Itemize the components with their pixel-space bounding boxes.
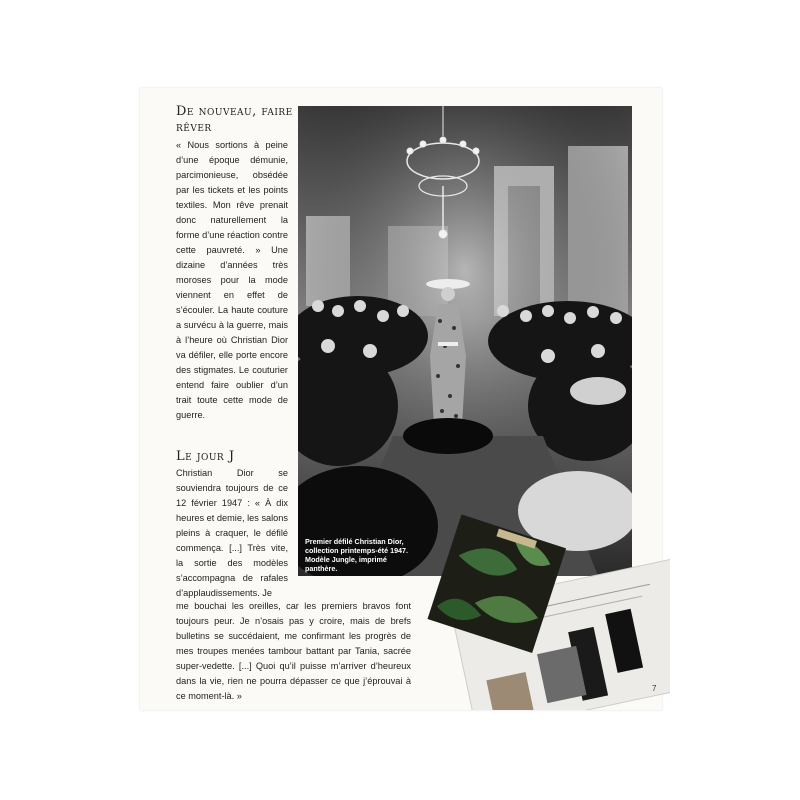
section2-text-continued: me bouchai les oreilles, car les premiers bravos font toujours peur. Je n’osais pas y croire, mais de brefs bulletins se succédaient, me confirmant les progrès de mes troupes menées tambour battant par Tania, sacrée super-vedette. [...] Quoi qu’il puisse m’arriver d’heureux dans la vie, rien ne pourra dépasser ce que j’éprouvai à ce moment-là. » bbox=[176, 601, 411, 701]
fabric-swatches bbox=[420, 510, 670, 710]
caption-line-2: collection printemps-été 1947. bbox=[305, 546, 409, 555]
caption-line-1: Premier défilé Christian Dior, bbox=[305, 537, 404, 546]
fabric-swatches-illustration bbox=[420, 510, 670, 710]
section2-title: Le jour J bbox=[176, 449, 235, 464]
runway-photo-illustration bbox=[298, 106, 632, 576]
section1-text: « Nous sortions à peine d’une époque démunie, parcimonieuse, obsédée par les tickets et les points textiles. Mon rêve prenait donc naturellement la forme d’une réaction contre cette pauvreté. » Une dizaine d’années très moroses pour la mode viennent en effet de s’écouler. La haute couture a survécu à la guerre, mais à l’heure où Christian Dior va défiler, elle porte encore des stigmates. Le couturier entend faire oublier d’un trait toute cette mode de guerre. bbox=[176, 140, 288, 420]
page-number: 7 bbox=[652, 684, 657, 693]
caption-line-3: Modèle Jungle, imprimé panthère. bbox=[305, 555, 387, 573]
runway-photo bbox=[298, 106, 632, 576]
photo-caption bbox=[305, 537, 415, 573]
section1-title: De nouveau, faire rêver bbox=[176, 104, 293, 135]
section2-text: Christian Dior se souviendra toujours de ce 12 février 1947 : « À dix heures et demie, les salons pleins à craquer, le défilé commença. [...] Très vite, la sortie des modèles s’accompagna de rafales d’applaudissements. Je bbox=[176, 468, 288, 598]
